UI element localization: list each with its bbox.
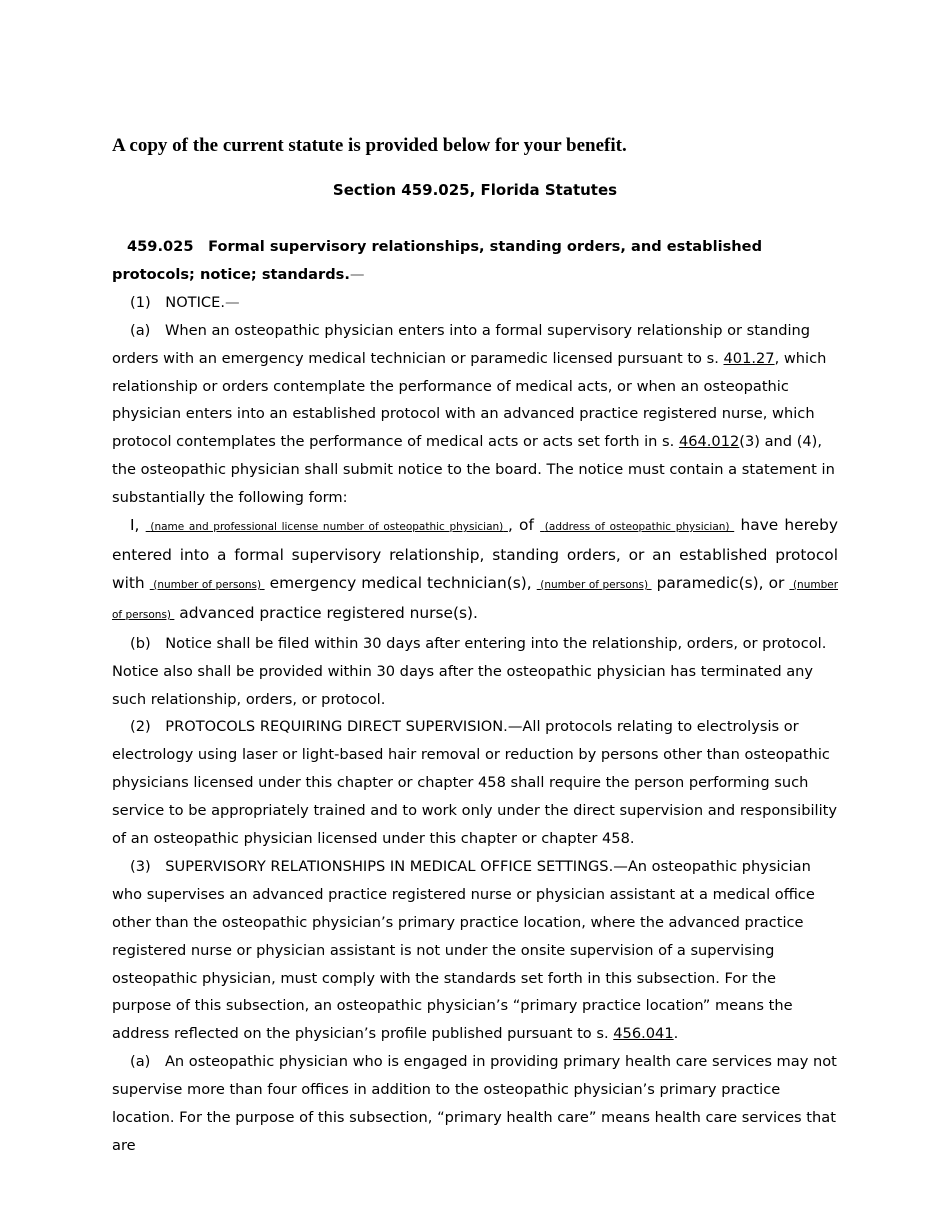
paragraph-1b — [112, 630, 838, 714]
subsection-1-label: (1) — [130, 293, 151, 311]
statute-link-401-27[interactable]: 401.27 — [723, 349, 775, 367]
paragraph-3a — [112, 1048, 838, 1160]
form-blank-nurse-count: (number of persons) — [112, 578, 839, 621]
statute-number: 459.025 — [127, 238, 194, 255]
subsection-3-title: SUPERVISORY RELATIONSHIPS IN MEDICAL OFFICE SETTINGS. — [165, 857, 614, 875]
subsection-1-title: NOTICE. — [165, 293, 225, 311]
statute-heading — [112, 233, 838, 289]
form-text-3: have hereby entered into a formal supervisory relationship, standing orders, or an established protocol with — [112, 516, 838, 592]
paragraph-3a-label: (a) — [130, 1053, 151, 1071]
subsection-1 — [112, 289, 838, 317]
form-blank-emt-count: (number of persons) — [153, 578, 262, 591]
heading-dash: — — [349, 265, 365, 283]
subsection-3-text-2: . — [673, 1025, 679, 1043]
subsection-3-label: (3) — [130, 857, 151, 875]
paragraph-1a-text-1: When an osteopathic physician enters into a formal supervisory relationship or standing orders with an emergency medical technician or paramedic licensed pursuant to s. — [112, 321, 811, 367]
subsection-2-text: All protocols relating to electrolysis or electrology using laser or light-based hair removal or reduction by persons other than osteopathic physicians licensed under this chapter or chapter 458 shall require the person performing such service to be appropriately trained and to work only under the direct supervision and responsibility of an osteopathic physician licensed under this chapter or chapter 458. — [112, 718, 837, 848]
subsection-2-label: (2) — [130, 718, 151, 736]
paragraph-1b-text: Notice shall be filed within 30 days after entering into the relationship, orders, or protocol. Notice also shall be provided within 30 days after the osteopathic physician has terminated any such relationship, orders, or protocol. — [112, 634, 827, 708]
form-text-2: , of — [507, 516, 534, 535]
form-blank-physician-address: (address of osteopathic physician) — [544, 521, 730, 534]
paragraph-1a-label: (a) — [130, 321, 151, 339]
subsection-2-dash: — — [507, 718, 523, 736]
form-text-4: emergency medical technician(s), — [269, 573, 532, 592]
statute-title: Formal supervisory relationships, standing orders, and established protocols; notice; standards. — [112, 238, 763, 283]
statute-link-456-041[interactable]: 456.041 — [613, 1025, 674, 1043]
paragraph-1a-text-2: , which relationship or orders contemplate the performance of medical acts, or when an osteopathic physician enters into an established protocol with an advanced practice registered nurse, which protocol contemplates the performance of medical acts or acts set forth in s. — [112, 349, 827, 451]
paragraph-3a-text: An osteopathic physician who is engaged in providing primary health care services may not supervise more than four offices in addition to the osteopathic physician’s primary practice location. For the purpose of this subsection, “primary health care” means health care services that are — [112, 1053, 837, 1154]
form-blank-physician-name: (name and professional license number of osteopathic physician) — [150, 521, 504, 534]
statute-link-464-012[interactable]: 464.012 — [678, 433, 740, 451]
subsection-3-dash: — — [613, 857, 628, 875]
subsection-2 — [112, 713, 838, 853]
subsection-3-text-1: An osteopathic physician who supervises an advanced practice registered nurse or physician assistant at a medical office other than the osteopathic physician’s primary practice location, where the advanced practice registered nurse or physician assistant is not under the onsite supervision of a supervising osteopathic physician, must comply with the standards set forth in this subsection. For the purpose of this subsection, an osteopathic physician’s “primary practice location” means the address reflected on the physician’s profile published pursuant to s. — [112, 857, 815, 1043]
subsection-3 — [112, 853, 838, 1048]
form-blank-paramedic-count: (number of persons) — [540, 578, 649, 591]
notice-form — [112, 512, 838, 630]
paragraph-1a-text-3: (3) and (4), the osteopathic physician shall submit notice to the board. The notice must contain a statement in substantially the following form: — [112, 433, 835, 507]
subsection-1-dash: — — [224, 293, 240, 311]
statute-body — [112, 233, 838, 1160]
paragraph-1a — [112, 317, 838, 512]
section-title: Section 459.025, Florida Statutes — [332, 181, 618, 199]
subsection-2-title: PROTOCOLS REQUIRING DIRECT SUPERVISION. — [165, 718, 508, 736]
paragraph-1b-label: (b) — [130, 634, 151, 652]
form-text-1: I, — [130, 516, 140, 535]
intro-text: A copy of the current statute is provided below for your benefit. — [112, 135, 627, 156]
form-text-5: paramedic(s), or — [656, 573, 785, 592]
form-text-6: advanced practice registered nurse(s). — [179, 603, 478, 622]
